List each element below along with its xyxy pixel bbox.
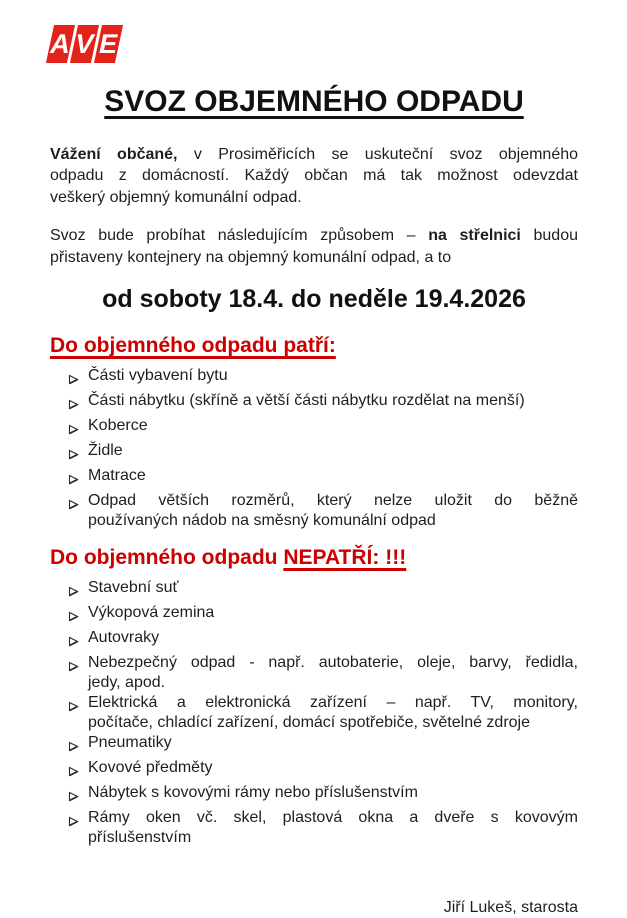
list-item-text: Kovové předměty xyxy=(88,759,213,777)
how-paragraph xyxy=(50,225,578,268)
arrow-bullet-icon xyxy=(68,441,88,466)
arrow-bullet-icon xyxy=(68,391,88,416)
arrow-bullet-icon xyxy=(68,693,88,733)
page-title-text: SVOZ OBJEMNÉHO ODPADU xyxy=(104,85,524,118)
list-item xyxy=(50,366,578,391)
arrow-bullet-icon xyxy=(68,808,88,848)
list-item-text: Výkopová zemina xyxy=(88,604,215,622)
intro-line-1 xyxy=(50,144,578,165)
list-item-text: počítače, chladící zařízení, domácí spotřebiče, světelné zdroje xyxy=(88,714,531,732)
arrow-bullet-icon xyxy=(68,733,88,758)
list-item-text: Rámy oken vč. skel, plastová okna a dveře s kovovým xyxy=(88,809,578,827)
list-item xyxy=(50,628,578,653)
list-item-text: Stavební suť xyxy=(88,579,179,597)
arrow-bullet-icon xyxy=(68,466,88,491)
arrow-bullet-icon xyxy=(68,603,88,628)
list-item xyxy=(50,653,578,693)
logo-letter-v: V xyxy=(72,28,97,59)
list-item xyxy=(50,466,578,491)
list-item-text: Matrace xyxy=(88,467,146,485)
list-item-text: Elektrická a elektronická zařízení – např. TV, monitory, xyxy=(88,694,578,712)
list-item-text: Části vybavení bytu xyxy=(88,367,228,385)
list-item xyxy=(50,491,578,531)
list-item xyxy=(50,733,578,758)
list-item xyxy=(50,391,578,416)
collection-dates: od soboty 18.4. do neděle 19.4.2026 xyxy=(102,285,526,314)
list-item-text: Odpad větších rozměrů, který nelze uložit do běžně xyxy=(88,492,578,510)
list-item xyxy=(50,416,578,441)
list-item-text: jedy, apod. xyxy=(88,674,166,692)
intro-line-3: veškerý objemný komunální odpad. xyxy=(50,188,302,206)
arrow-bullet-icon xyxy=(68,653,88,693)
list-item xyxy=(50,808,578,848)
how-line-1-pre: Svoz bude probíhat následujícím způsobem – xyxy=(50,227,429,245)
intro-line-2: odpadu z domácností. Každý občan má tak možnost odevzdat xyxy=(50,167,578,185)
list-item xyxy=(50,783,578,808)
list-item-text: Židle xyxy=(88,442,123,460)
list-item xyxy=(50,441,578,466)
list-item-text: Autovraky xyxy=(88,629,160,647)
allowed-heading xyxy=(50,332,578,359)
list-item-text: používaných nádob na směsný komunální odpad xyxy=(88,512,436,530)
arrow-bullet-icon xyxy=(68,783,88,808)
forbidden-heading xyxy=(50,544,578,571)
page-title xyxy=(50,85,578,119)
list-item-text: Koberce xyxy=(88,417,148,435)
intro-line-1-text: v Prosiměřicích se uskuteční svoz objemného xyxy=(177,146,579,163)
allowed-heading-text: Do objemného odpadu patří: xyxy=(50,334,336,358)
list-item-text: Pneumatiky xyxy=(88,734,172,752)
intro-bold-salutation: Vážení občané, xyxy=(50,146,178,163)
forbidden-heading-prefix: Do objemného odpadu xyxy=(50,546,284,570)
intro-paragraph xyxy=(50,144,578,208)
logo-letter-a: A xyxy=(47,28,74,59)
list-item-text: Nábytek s kovovými rámy nebo příslušenstvím xyxy=(88,784,418,802)
how-line-2: přistaveny kontejnery na objemný komunální odpad, a to xyxy=(50,248,452,266)
list-item-text: příslušenstvím xyxy=(88,829,192,847)
arrow-bullet-icon xyxy=(68,578,88,603)
signature: Jiří Lukeš, starosta xyxy=(443,899,578,917)
logo-block-e xyxy=(94,25,123,63)
list-item-text: Části nábytku (skříně a větší části nábytku rozdělat na menší) xyxy=(88,392,525,410)
ave-logo xyxy=(47,0,578,65)
arrow-bullet-icon xyxy=(68,758,88,783)
arrow-bullet-icon xyxy=(68,416,88,441)
list-item xyxy=(50,603,578,628)
arrow-bullet-icon xyxy=(68,628,88,653)
list-item xyxy=(50,693,578,733)
list-item-text: Nebezpečný odpad - např. autobaterie, oleje, barvy, ředidla, xyxy=(88,654,578,672)
arrow-bullet-icon xyxy=(68,366,88,391)
allowed-list xyxy=(50,366,578,531)
list-item xyxy=(50,758,578,783)
document-content xyxy=(47,0,579,918)
list-item xyxy=(50,578,578,603)
how-line-1-post: budou xyxy=(520,227,578,245)
arrow-bullet-icon xyxy=(68,491,88,531)
how-bold-location: na střelnici xyxy=(428,227,521,245)
logo-letter-e: E xyxy=(96,28,121,59)
forbidden-list xyxy=(50,578,578,848)
forbidden-heading-emphasis: NEPATŘÍ: !!! xyxy=(283,546,407,570)
how-line-1 xyxy=(50,225,578,246)
